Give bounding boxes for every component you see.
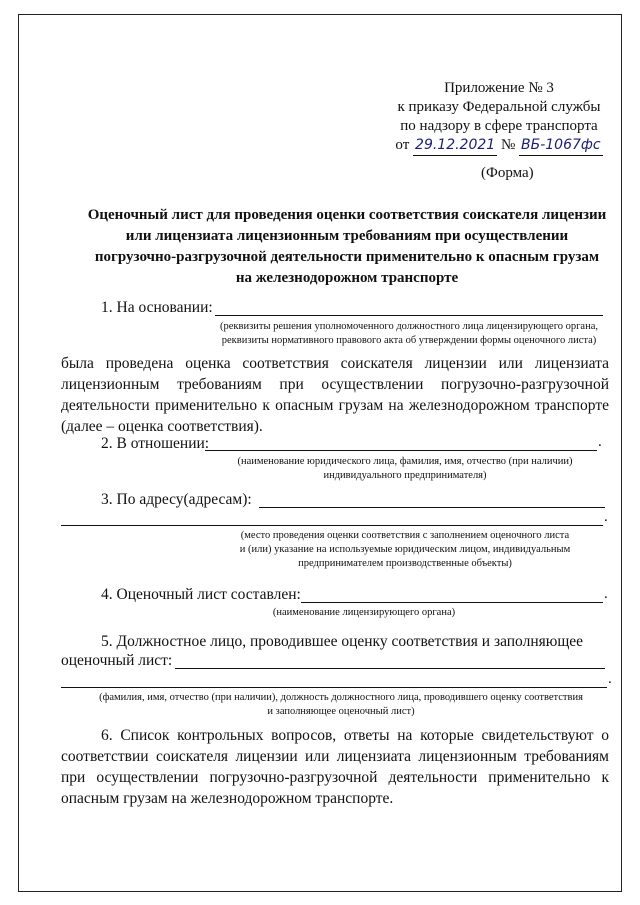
item6-text: 6. Список контрольных вопросов, ответы на которые свидетельствуют о соответствии соискателя лицензии или лицензиата лицензионным требованиям при осуществлении погрузочно-разгрузочной деятельности применительно к опасным грузам на железнодорожном транспорте. (61, 727, 609, 807)
item5-hint-line1: (фамилия, имя, отчество (при наличии), должность должностного лица, проводившего оценку соответствия (99, 692, 583, 703)
form-label: (Форма) (481, 165, 534, 181)
title-line2: или лицензиата лицензионным требованиям при осуществлении (125, 228, 569, 244)
appendix-line1: Приложение № 3 (444, 80, 554, 96)
item1-label: 1. На основании: (101, 299, 213, 316)
item5-hint-line2: и заполняющее оценочный лист) (267, 706, 415, 717)
title-line1: Оценочный лист для проведения оценки соответствия соискателя лицензии (87, 207, 607, 223)
item5-end-dot: . (608, 671, 612, 687)
item2-fill-line[interactable] (205, 450, 597, 451)
item4-label: 4. Оценочный лист составлен: (101, 586, 301, 603)
item5-label-line1: 5. Должностное лицо, проводившее оценку соответствия и заполняющее (101, 633, 584, 650)
handwritten-date: 29.12.2021 (413, 136, 497, 156)
appendix-header (379, 79, 619, 156)
item2-label: 2. В отношении: (101, 435, 210, 452)
appendix-line2: к приказу Федеральной службы (397, 99, 601, 115)
item1-hint (205, 320, 613, 348)
item5-fill-line[interactable] (175, 668, 605, 669)
item3-fill-line-2[interactable] (61, 525, 603, 526)
item4-end-dot: . (604, 586, 608, 602)
item3-hint-line2: и (или) указание на используемые юридическим лицом, индивидуальным (239, 544, 571, 555)
item3-end-dot: . (604, 509, 608, 525)
item3-hint-line1: (место проведения оценки соответствия с заполнением оценочного листа (240, 530, 570, 541)
document-title (85, 205, 609, 289)
item3-hint (215, 529, 595, 571)
item5-label-line2: оценочный лист: (61, 652, 173, 669)
item2-end-dot: . (598, 434, 602, 450)
item5-fill-line-2[interactable] (61, 687, 607, 688)
item2-hint (215, 455, 595, 483)
title-line3: погрузочно-разгрузочной деятельности применительно к опасным грузам (94, 249, 600, 265)
item1-hint-line1: (реквизиты решения уполномоченного должностного лица лицензирующего органа, (220, 321, 598, 332)
title-line4: на железнодорожном транспорте (235, 270, 459, 286)
item2-hint-line1: (наименование юридического лица, фамилия, имя, отчество (при наличии) (237, 456, 573, 467)
item3-label: 3. По адресу(адресам): (101, 491, 252, 508)
document-page (18, 14, 622, 892)
item1-text: была проведена оценка соответствия соискателя лицензии или лицензиата лицензионным требованиям при осуществлении погрузочно-разгрузочной деятельности применительно к опасным грузам на железнодорожном транспорте (далее – оценка соответствия). (61, 355, 609, 435)
item4-hint-line1: (наименование лицензирующего органа) (272, 607, 456, 618)
number-prefix: № (500, 137, 516, 153)
item3-fill-line[interactable] (259, 507, 605, 508)
item2-hint-line2: индивидуального предпринимателя) (323, 470, 487, 481)
item1-hint-line2: реквизиты нормативного правового акта об утверждении формы оценочного листа) (221, 335, 597, 346)
handwritten-number: ВБ-1067фс (519, 136, 603, 156)
item4-fill-line[interactable] (301, 602, 603, 603)
item4-hint (259, 606, 469, 620)
date-prefix: от (395, 137, 410, 153)
item1-fill-line[interactable] (215, 315, 603, 316)
item3-hint-line3: предпринимателем производственные объекты) (298, 558, 512, 569)
item5-hint (81, 691, 601, 719)
appendix-line3: по надзору в сфере транспорта (400, 118, 598, 134)
appendix-date-number (379, 136, 619, 156)
